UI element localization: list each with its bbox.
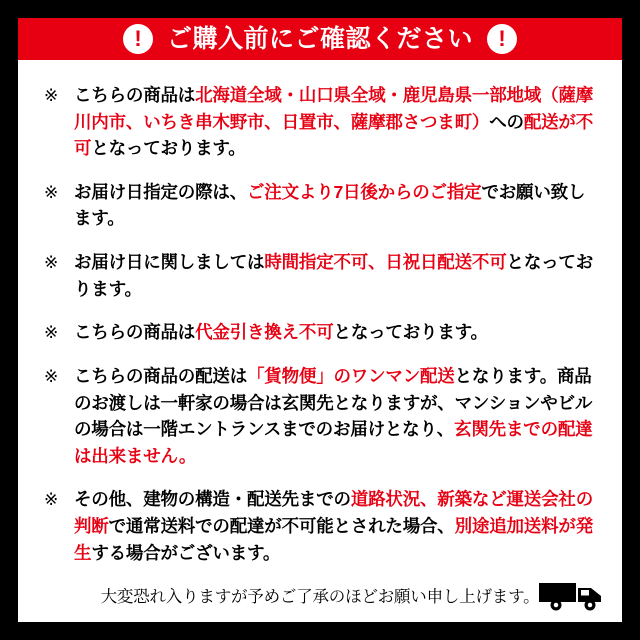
notice-item-delivery-date <box>44 179 596 232</box>
text-run: 配送が不可 <box>74 111 594 159</box>
text-run: となっております。 <box>74 251 594 299</box>
bullet-mark: ※ <box>44 86 59 105</box>
notice-item-text <box>74 363 596 469</box>
bullet-mark: ※ <box>44 323 59 343</box>
notice-item-delivery-area <box>44 82 596 162</box>
text-run: となっております。 <box>333 322 488 343</box>
notice-item-text <box>74 82 596 162</box>
notice-item-text <box>74 249 596 302</box>
notice-item-text <box>74 319 596 346</box>
notice-item-text <box>74 486 596 566</box>
notice-card <box>18 18 622 622</box>
text-run: こちらの商品の配送は <box>74 365 247 386</box>
bullet-mark: ※ <box>44 182 59 202</box>
notice-body <box>18 60 622 622</box>
bullet-mark: ※ <box>44 490 59 510</box>
text-run: 別途追加送料が発生 <box>74 515 594 563</box>
text-run: でお願い致します。 <box>74 181 586 229</box>
text-run: お届け日指定の際は、 <box>74 181 247 202</box>
text-run: お届け日に関しましては <box>74 251 265 272</box>
exclamation-icon-right: ! <box>487 24 517 54</box>
bullet-mark: ※ <box>44 366 59 386</box>
text-run: 北海道全域・山口県全域・鹿児島県一部地域（薩摩川内市、いちき串木野市、日置市、薩摩郡さつま町） <box>74 85 594 132</box>
text-run: への <box>489 111 524 132</box>
notice-item-text <box>74 179 596 232</box>
notice-item-list <box>44 82 596 566</box>
text-run: ご注文より7日後からのご指定 <box>247 181 482 202</box>
text-run: こちらの商品は <box>74 322 196 343</box>
text-run: 道路状況、新築など運送会社の判断 <box>74 489 594 536</box>
notice-item-additional-fee <box>44 486 596 566</box>
exclamation-icon-left: ! <box>123 24 153 54</box>
text-run: こちらの商品は <box>74 85 196 105</box>
footer-note: 大変恐れ入りますが予めご了承のほどお願い申し上げます。 <box>100 588 540 607</box>
text-run: となっております。 <box>91 138 246 159</box>
page-title: ご購入前にご確認ください <box>166 24 473 53</box>
text-run: 玄関先までの配達は出来ません。 <box>74 419 593 466</box>
notice-item-one-man-delivery <box>44 363 596 469</box>
text-run: となります。商品のお渡しは一軒家の場合は玄関先となりますが、マンションやビルの場合は一階エントランスまでのお届けとなり、 <box>74 365 593 440</box>
text-run: 代金引き換え不可 <box>195 322 334 343</box>
text-run: で通常送料での配達が不可能とされた場合、 <box>108 515 455 536</box>
text-run: する場合がございます。 <box>91 542 281 563</box>
delivery-truck-icon <box>538 574 608 614</box>
notice-item-cash-on-delivery <box>44 319 596 346</box>
text-run: その他、建物の構造・配送先までの <box>74 489 351 510</box>
bullet-mark: ※ <box>44 252 59 272</box>
text-run: 時間指定不可、日祝日配送不可 <box>264 251 507 272</box>
notice-header <box>18 18 622 60</box>
notice-item-time-designation <box>44 249 596 302</box>
text-run: 「貨物便」のワンマン配送 <box>247 365 455 386</box>
